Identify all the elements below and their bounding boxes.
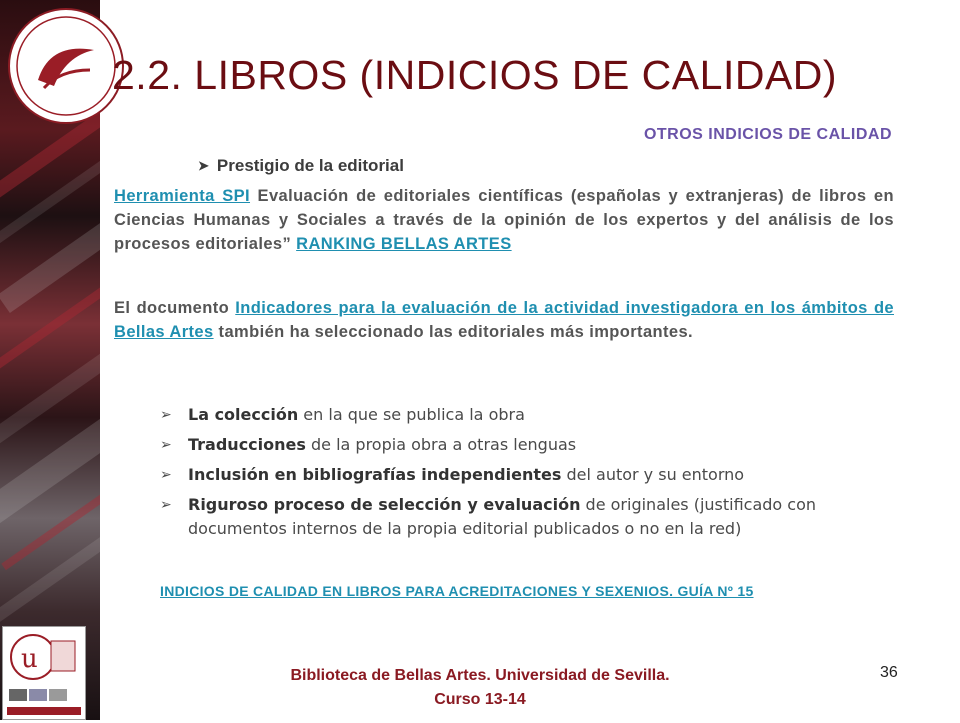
list-item (160, 493, 900, 541)
paragraph-spi-text: Evaluación de editoriales científicas (españolas y extranjeras) de libros en Ciencias Humanas y Sociales a través de la opinión de los expertos y del análisis de los procesos editoriales” (114, 187, 894, 253)
heading-text: Prestigio de la editorial (216, 156, 404, 175)
section-subtitle: OTROS INDICIOS DE CALIDAD (643, 126, 892, 143)
guia-15-link[interactable]: INDICIOS DE CALIDAD EN LIBROS PARA ACREDITACIONES Y SEXENIOS. GUÍA Nº 15 (160, 583, 754, 599)
footer-line-2: Curso 13-14 (434, 691, 526, 708)
list-item-bold: La colección (188, 405, 299, 424)
list-item-text: en la que se publica la obra (298, 405, 525, 424)
arrow-right-icon: ➢ (160, 467, 172, 483)
list-item-text: de originales (justificado con documentos internos de la propia editorial publicados o no en la red) (188, 495, 817, 538)
list-item-bold: Traducciones (188, 435, 306, 454)
list-item (160, 463, 900, 487)
paragraph-indicadores (114, 296, 894, 344)
faculty-logo (2, 626, 86, 720)
page-number: 36 (880, 664, 898, 681)
indicadores-link[interactable]: Indicadores para la evaluación de la actividad investigadora en los ámbitos de Bellas Artes (114, 299, 894, 341)
slide-title: 2.2. LIBROS (INDICIOS DE CALIDAD) (112, 52, 838, 98)
list-item (160, 403, 900, 427)
ranking-bellas-artes-link[interactable]: RANKING BELLAS ARTES (296, 235, 512, 253)
herramienta-spi-link[interactable]: Herramienta SPI (114, 187, 251, 205)
paragraph-indicadores-text-before: El documento (114, 299, 236, 317)
list-item-bold: Inclusión en bibliografías independientes (188, 465, 562, 484)
list-item (160, 433, 900, 457)
arrow-right-icon: ➢ (160, 437, 172, 453)
svg-text:u: u (21, 644, 38, 674)
footer-line-1: Biblioteca de Bellas Artes. Universidad de Sevilla. (290, 667, 670, 684)
list-item-text: del autor y su entorno (561, 465, 745, 484)
bullet-heading (198, 156, 404, 176)
arrow-right-icon: ➢ (160, 497, 172, 513)
quality-indicators-list (160, 403, 900, 547)
paragraph-indicadores-text-after: también ha seleccionado las editoriales más importantes. (213, 323, 694, 341)
paragraph-spi (114, 184, 894, 256)
arrow-right-icon: ➢ (160, 407, 172, 423)
arrow-right-icon: ➤ (198, 158, 209, 173)
list-item-text: de la propia obra a otras lenguas (305, 435, 577, 454)
biblioteca-logo (8, 8, 124, 124)
footer (200, 664, 760, 712)
list-item-bold: Riguroso proceso de selección y evaluación (188, 495, 581, 514)
